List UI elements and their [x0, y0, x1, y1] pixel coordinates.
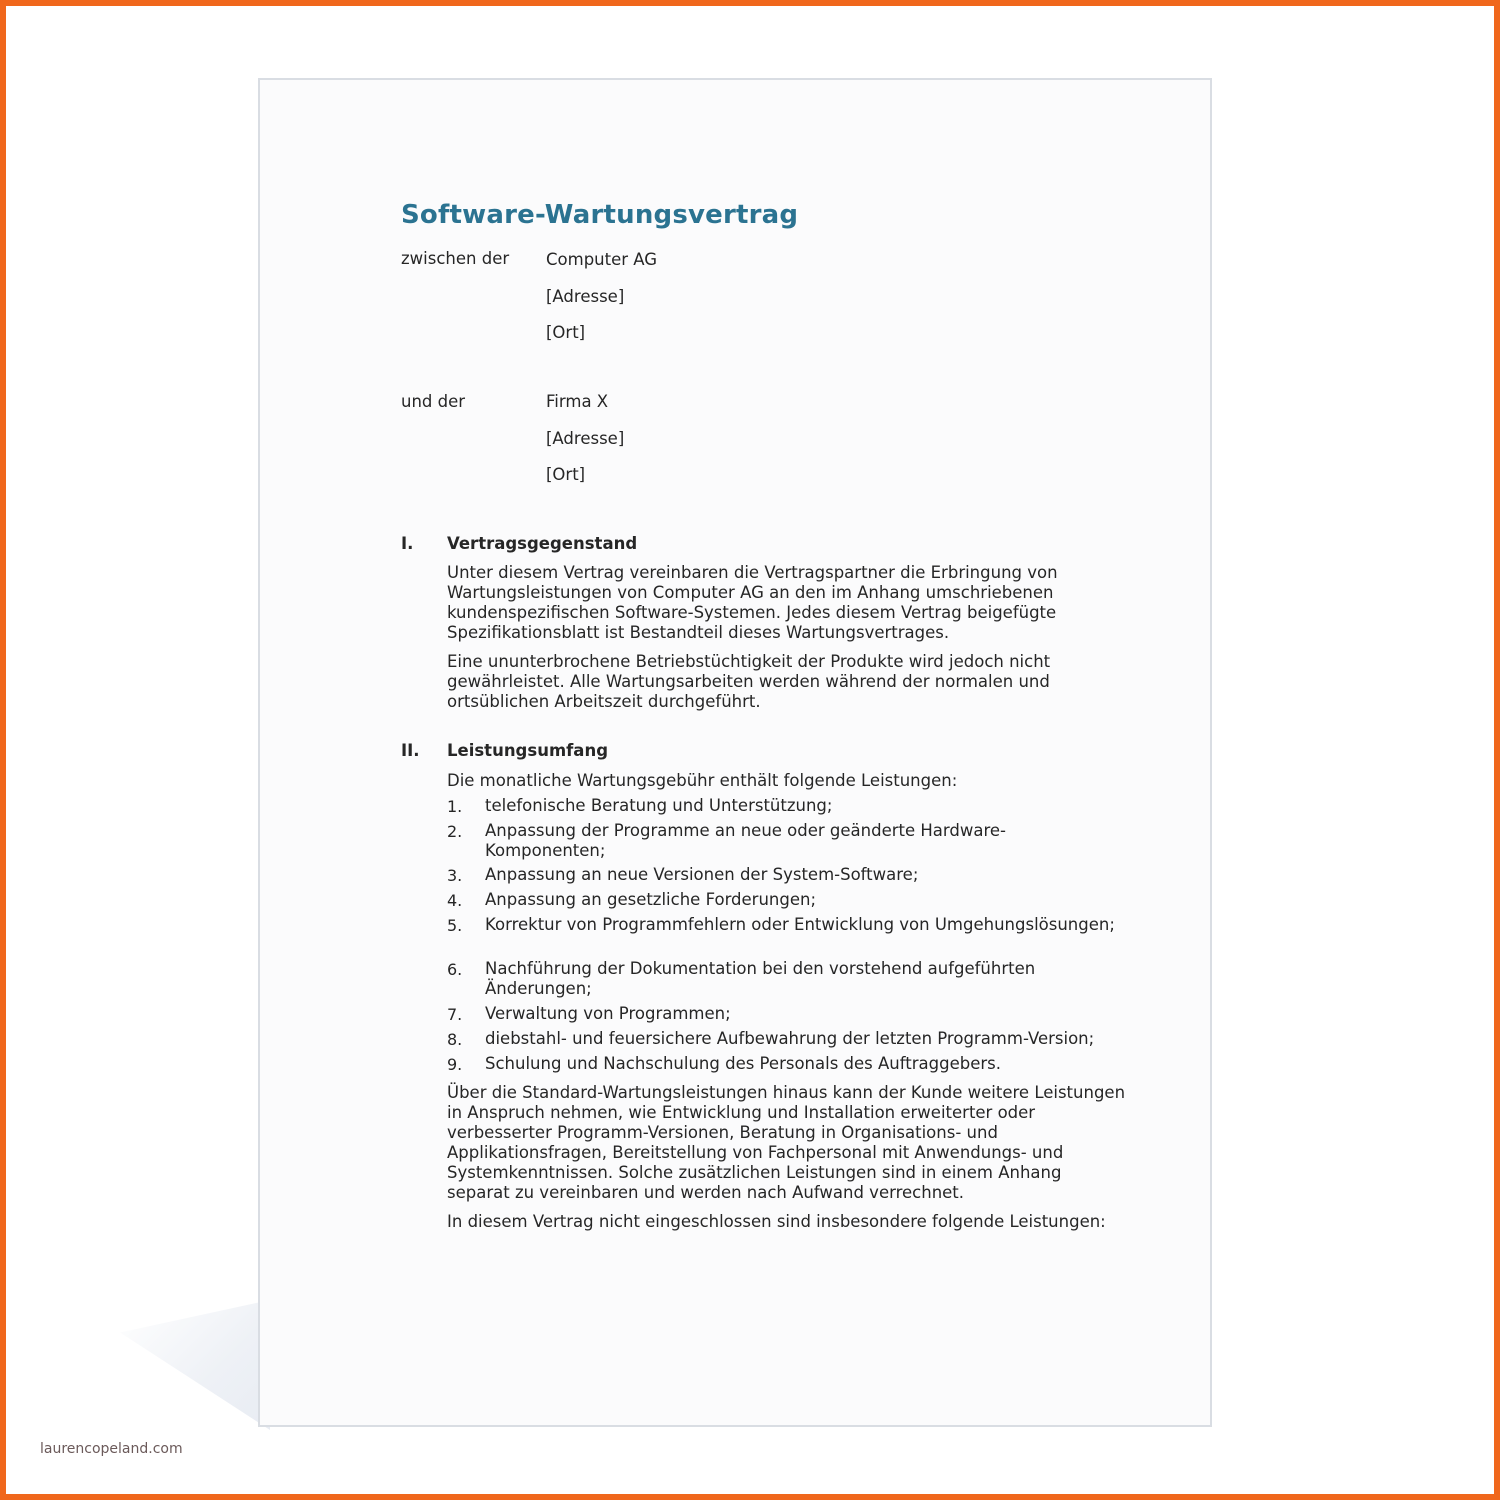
party-2-name: Firma X: [546, 392, 609, 411]
section-2-intro: Die monatliche Wartungsgebühr enthält folgende Leistungen:: [447, 771, 958, 790]
list-item: Schulung und Nachschulung des Personals des Auftraggebers.: [485, 1054, 1001, 1073]
list-item: Anpassung der Programme an neue oder geänderte Hardware-Komponenten;: [485, 821, 1007, 860]
section-2-paragraph-last: In diesem Vertrag nicht eingeschlossen sind insbesondere folgende Leistungen:: [447, 1212, 1106, 1231]
list-item: diebstahl- und feuersichere Aufbewahrung der letzten Programm-Version;: [485, 1029, 1095, 1048]
section-2-paragraph-extra: Über die Standard-Wartungsleistungen hinaus kann der Kunde weitere Leistungen in Anspruch nehmen, wie Entwicklung und Installation erweiterter oder verbesserter Programm-Versionen, Beratung in Organisations- und Applikationsfragen, Bereitstellung von Fachpersonal mit Anwendungs- und Systemkenntnissen. Solche zusätzlichen Leistungen sind in einem Anhang separat zu vereinbaren und werden nach Aufwand verrechnet.: [447, 1083, 1126, 1202]
list-item-number: 4.: [447, 891, 463, 910]
party-1-address: [Adresse]: [546, 287, 625, 306]
section-2-number: II.: [401, 741, 420, 760]
party-label-1: zwischen der: [401, 249, 510, 268]
list-item: Korrektur von Programmfehlern oder Entwicklung von Umgehungslösungen;: [485, 915, 1115, 934]
section-1-number: I.: [401, 534, 414, 553]
section-1-paragraph-2: Eine ununterbrochene Betriebstüchtigkeit der Produkte wird jedoch nicht gewährleistet. Alle Wartungsarbeiten werden während der normalen und ortsüblichen Arbeitszeit durchgeführt.: [447, 652, 1051, 711]
party-1-name: Computer AG: [546, 250, 658, 269]
section-1-paragraph-1: Unter diesem Vertrag vereinbaren die Vertragspartner die Erbringung von Wartungsleistungen von Computer AG an den im Anhang umschriebenen kundenspezifischen Software-Systemen. Jedes diesem Vertrag beigefügte Spezifikationsblatt ist Bestandteil dieses Wartungsvertrages.: [447, 563, 1058, 642]
section-1-heading: Vertragsgegenstand: [447, 534, 638, 553]
section-2-heading: Leistungsumfang: [447, 741, 609, 760]
list-item-number: 8.: [447, 1030, 463, 1049]
party-label-2: und der: [401, 392, 466, 411]
list-item-number: 2.: [447, 822, 463, 841]
list-item: Anpassung an gesetzliche Forderungen;: [485, 890, 817, 909]
list-item: Anpassung an neue Versionen der System-Software;: [485, 865, 919, 884]
list-item-number: 9.: [447, 1055, 463, 1074]
party-1-city: [Ort]: [546, 323, 586, 342]
list-item-number: 5.: [447, 916, 463, 935]
document-page: [258, 78, 1212, 1427]
list-item: Nachführung der Dokumentation bei den vorstehend aufgeführten Änderungen;: [485, 959, 1036, 998]
document-title: Software-Wartungsvertrag: [401, 200, 799, 230]
list-item-number: 3.: [447, 866, 463, 885]
list-item-number: 1.: [447, 797, 463, 816]
list-item: telefonische Beratung und Unterstützung;: [485, 796, 833, 815]
watermark: laurencopeland.com: [40, 1441, 183, 1457]
list-item-number: 6.: [447, 960, 463, 979]
list-item-number: 7.: [447, 1005, 463, 1024]
party-2-address: [Adresse]: [546, 429, 625, 448]
list-item: Verwaltung von Programmen;: [485, 1004, 731, 1023]
party-2-city: [Ort]: [546, 465, 586, 484]
